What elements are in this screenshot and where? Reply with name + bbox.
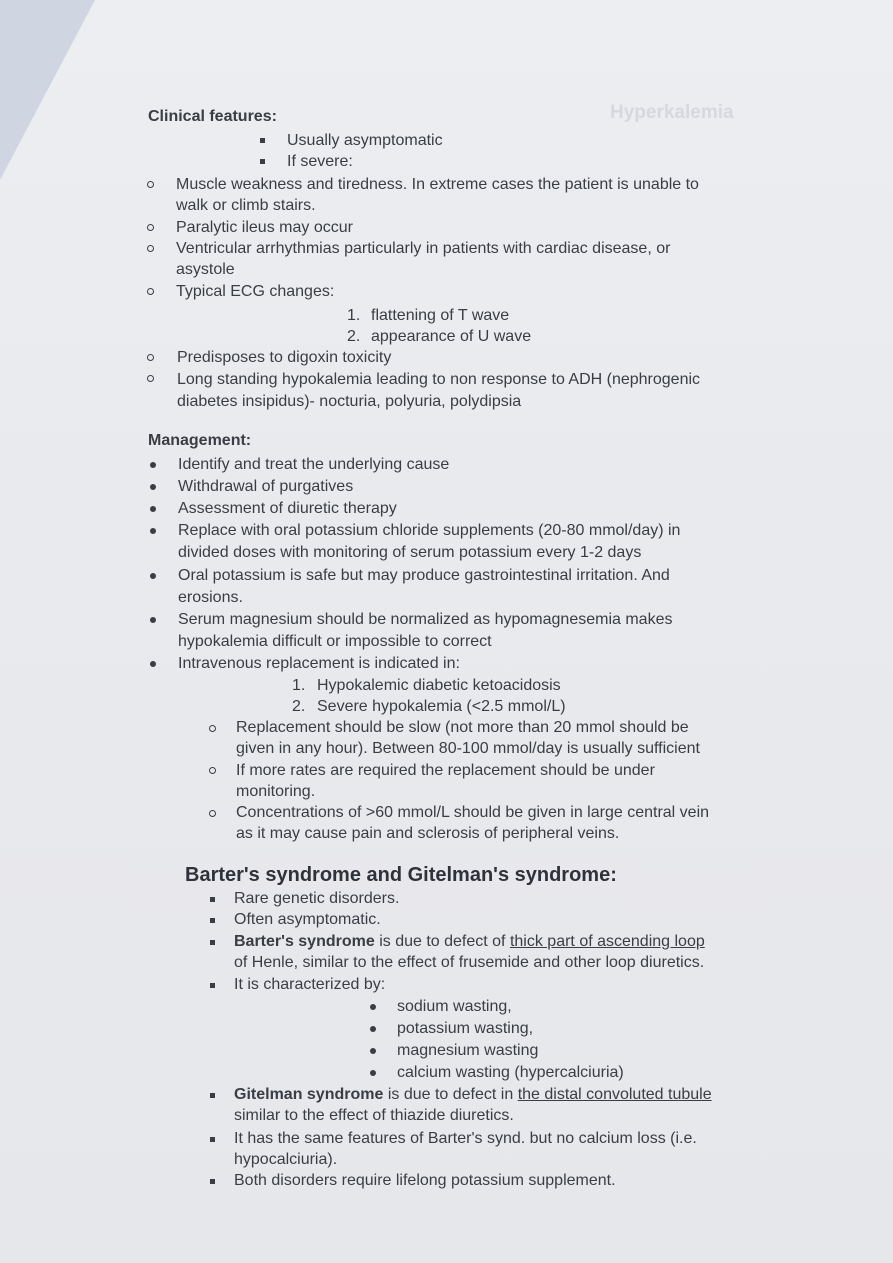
bullet-dot bbox=[150, 528, 156, 534]
management-item-line: Identify and treat the underlying cause bbox=[178, 456, 450, 473]
wasting-item: magnesium wasting bbox=[397, 1042, 539, 1059]
barter-item-line: similar to the effect of thiazide diuretics. bbox=[234, 1107, 514, 1124]
clinical-item-line: Long standing hypokalemia leading to non response to ADH (nephrogenic bbox=[177, 371, 701, 388]
bullet-square bbox=[210, 918, 215, 923]
bullet-circle bbox=[209, 725, 216, 732]
bullet-dot bbox=[150, 617, 156, 623]
ecg-number: 2. bbox=[347, 328, 361, 345]
bullet-dot bbox=[150, 506, 156, 512]
barter-item-line: Often asymptomatic. bbox=[234, 911, 381, 928]
bullet-square bbox=[260, 159, 265, 164]
ecg-change: appearance of U wave bbox=[371, 328, 532, 345]
management-sub-line: as it may cause pain and sclerosis of peripheral veins. bbox=[236, 825, 620, 842]
clinical-item-line: asystole bbox=[176, 261, 235, 278]
clinical-item-line: Predisposes to digoxin toxicity bbox=[177, 349, 392, 366]
barter-item-line: Rare genetic disorders. bbox=[234, 890, 400, 907]
bullet-dot bbox=[370, 1048, 376, 1054]
barter-underline: thick part of ascending loop bbox=[509, 933, 705, 950]
clinical-item-line: Muscle weakness and tiredness. In extreme cases the patient is unable to bbox=[176, 176, 699, 193]
barter-item-line: hypocalciuria). bbox=[234, 1151, 338, 1168]
management-sub-line: Concentrations of >60 mmol/L should be given in large central vein bbox=[236, 804, 710, 821]
bullet-square bbox=[210, 1093, 215, 1098]
barter-term: Barter's syndrome bbox=[234, 933, 375, 950]
bullet-dot bbox=[150, 661, 156, 667]
management-item-line: Intravenous replacement is indicated in: bbox=[178, 655, 460, 672]
bullet-circle bbox=[147, 288, 154, 295]
bullet-square bbox=[210, 1137, 215, 1142]
barter-item-line bbox=[234, 1085, 712, 1105]
clinical-bullet: Usually asymptomatic bbox=[287, 132, 443, 149]
bullet-dot bbox=[370, 1070, 376, 1076]
iv-number: 2. bbox=[292, 698, 306, 715]
barter-item-line: Both disorders require lifelong potassium supplement. bbox=[234, 1172, 616, 1189]
clinical-heading: Clinical features: bbox=[148, 108, 277, 125]
management-sub-line: Replacement should be slow (not more than 20 mmol should be bbox=[236, 719, 689, 736]
bullet-circle bbox=[147, 354, 154, 361]
wasting-item: sodium wasting, bbox=[397, 998, 512, 1015]
management-heading: Management: bbox=[148, 432, 252, 449]
barter-heading: Barter's syndrome and Gitelman's syndrome: bbox=[185, 864, 617, 886]
bullet-dot bbox=[150, 484, 156, 490]
clinical-item-line: Paralytic ileus may occur bbox=[176, 219, 353, 236]
gitelman-term: Gitelman syndrome bbox=[234, 1086, 384, 1103]
management-item-line: Serum magnesium should be normalized as hypomagnesemia makes bbox=[178, 611, 673, 628]
management-sub-line: monitoring. bbox=[236, 783, 316, 800]
bullet-circle bbox=[147, 181, 154, 188]
management-item-line: Replace with oral potassium chloride supplements (20-80 mmol/day) in bbox=[178, 522, 681, 539]
management-item-line: Assessment of diuretic therapy bbox=[178, 500, 397, 517]
gitelman-underline: the distal convoluted tubule bbox=[517, 1086, 712, 1103]
bleed-through-heading: Hyperkalemia bbox=[610, 102, 734, 123]
bullet-square bbox=[210, 1179, 215, 1184]
iv-indication: Hypokalemic diabetic ketoacidosis bbox=[317, 677, 561, 694]
bullet-dot bbox=[370, 1004, 376, 1010]
management-sub-line: given in any hour). Between 80-100 mmol/day is usually sufficient bbox=[236, 740, 700, 757]
bullet-square bbox=[210, 940, 215, 945]
barter-item-line bbox=[234, 932, 705, 952]
barter-text: is due to defect of bbox=[374, 933, 510, 950]
gitelman-text: is due to defect in bbox=[383, 1086, 518, 1103]
clinical-item-line: Typical ECG changes: bbox=[176, 283, 335, 300]
bullet-square bbox=[210, 983, 215, 988]
bullet-circle bbox=[209, 767, 216, 774]
clinical-item-line: Ventricular arrhythmias particularly in patients with cardiac disease, or bbox=[176, 240, 671, 257]
management-item-line: Oral potassium is safe but may produce gastrointestinal irritation. And bbox=[178, 567, 670, 584]
clinical-item-line: diabetes insipidus)- nocturia, polyuria, polydipsia bbox=[177, 393, 522, 410]
ecg-number: 1. bbox=[347, 307, 361, 324]
management-sub-line: If more rates are required the replacement should be under bbox=[236, 762, 655, 779]
bullet-dot bbox=[370, 1026, 376, 1032]
management-item-line: Withdrawal of purgatives bbox=[178, 478, 354, 495]
bullet-square bbox=[210, 897, 215, 902]
bullet-circle bbox=[147, 375, 154, 382]
barter-item-line: It has the same features of Barter's synd. but no calcium loss (i.e. bbox=[234, 1130, 697, 1147]
wasting-item: calcium wasting (hypercalciuria) bbox=[397, 1064, 624, 1081]
iv-number: 1. bbox=[292, 677, 306, 694]
page-corner-fold bbox=[0, 0, 95, 180]
barter-item-line: It is characterized by: bbox=[234, 976, 386, 993]
management-item-line: erosions. bbox=[178, 589, 243, 606]
wasting-item: potassium wasting, bbox=[397, 1020, 534, 1037]
management-item-line: hypokalemia difficult or impossible to correct bbox=[178, 633, 492, 650]
bullet-dot bbox=[150, 462, 156, 468]
management-item-line: divided doses with monitoring of serum potassium every 1-2 days bbox=[178, 544, 642, 561]
bullet-circle bbox=[209, 810, 216, 817]
clinical-bullet: If severe: bbox=[287, 153, 353, 170]
bullet-dot bbox=[150, 573, 156, 579]
iv-indication: Severe hypokalemia (<2.5 mmol/L) bbox=[317, 698, 566, 715]
ecg-change: flattening of T wave bbox=[371, 307, 510, 324]
clinical-item-line: walk or climb stairs. bbox=[176, 197, 316, 214]
bullet-circle bbox=[147, 224, 154, 231]
bullet-square bbox=[260, 138, 265, 143]
bullet-circle bbox=[147, 245, 154, 252]
barter-item-line: of Henle, similar to the effect of frusemide and other loop diuretics. bbox=[234, 954, 705, 971]
